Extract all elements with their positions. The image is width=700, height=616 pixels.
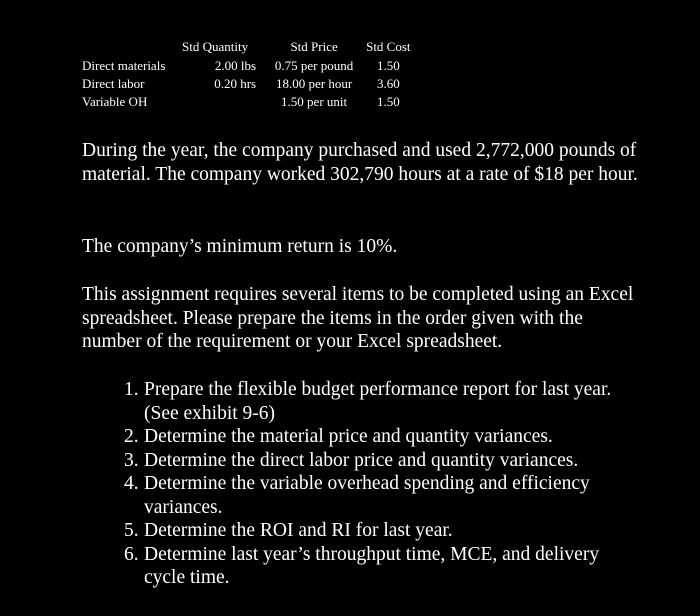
- row-label: Direct materials: [82, 58, 166, 73]
- table-row-direct-labor: [82, 75, 411, 93]
- standard-cost-table: [82, 38, 411, 111]
- list-item-number: 6.: [124, 543, 139, 565]
- header-blank: [82, 38, 182, 57]
- list-item-text: Determine last year’s throughput time, MCE, and delivery cycle time.: [144, 543, 600, 588]
- row-price: 18.00 per hour: [276, 76, 353, 91]
- header-std-cost: Std Cost: [366, 39, 411, 54]
- paragraph-instructions: This assignment requires several items to be completed using an Excel spreadsheet. Please prepare the items in the order given with the number of the requirement or your Excel spreadsheet.: [82, 284, 634, 352]
- list-item: [82, 425, 642, 449]
- list-item: [82, 519, 642, 543]
- list-item-number: 3.: [124, 449, 139, 471]
- list-item-number: 1.: [124, 379, 139, 400]
- row-cost: 1.50: [376, 58, 400, 73]
- row-cost: 1.50: [376, 94, 400, 109]
- row-quantity: 0.20 hrs: [214, 76, 257, 91]
- list-item-text: Determine the material price and quantity variances.: [144, 426, 553, 447]
- header-std-quantity: Std Quantity: [182, 39, 249, 54]
- table-header-row: [82, 38, 411, 57]
- header-std-price: Std Price: [290, 39, 338, 54]
- row-price: 0.75 per pound: [274, 58, 354, 73]
- list-item-number: 2.: [124, 426, 139, 447]
- table-row-variable-oh: [82, 93, 411, 111]
- list-item-number: 4.: [124, 473, 139, 494]
- list-item-text: Determine the direct labor price and quantity variances.: [144, 449, 579, 471]
- requirements-list: [82, 378, 642, 590]
- list-item: [82, 472, 642, 519]
- table-row-direct-materials: [82, 57, 411, 75]
- list-item-text: Determine the ROI and RI for last year.: [144, 520, 453, 541]
- row-price: 1.50 per unit: [281, 94, 348, 109]
- list-item-number: 5.: [124, 520, 139, 541]
- row-cost: 3.60: [376, 76, 400, 91]
- row-label: Variable OH: [82, 94, 148, 109]
- list-item: [82, 543, 642, 590]
- list-item-text: Prepare the flexible budget performance report for last year. (See exhibit 9-6): [144, 379, 612, 424]
- row-label: Direct labor: [82, 76, 145, 91]
- list-item: [82, 449, 642, 473]
- row-quantity: [182, 93, 262, 111]
- paragraph-purchases: During the year, the company purchased and used 2,772,000 pounds of material. The company worked 302,790 hours at a rate of $18 per hour.: [82, 140, 638, 185]
- row-quantity: 2.00 lbs: [214, 58, 257, 73]
- list-item: [82, 378, 642, 425]
- paragraph-minimum-return: The company’s minimum return is 10%.: [82, 236, 398, 257]
- list-item-text: Determine the variable overhead spending and efficiency variances.: [144, 473, 590, 518]
